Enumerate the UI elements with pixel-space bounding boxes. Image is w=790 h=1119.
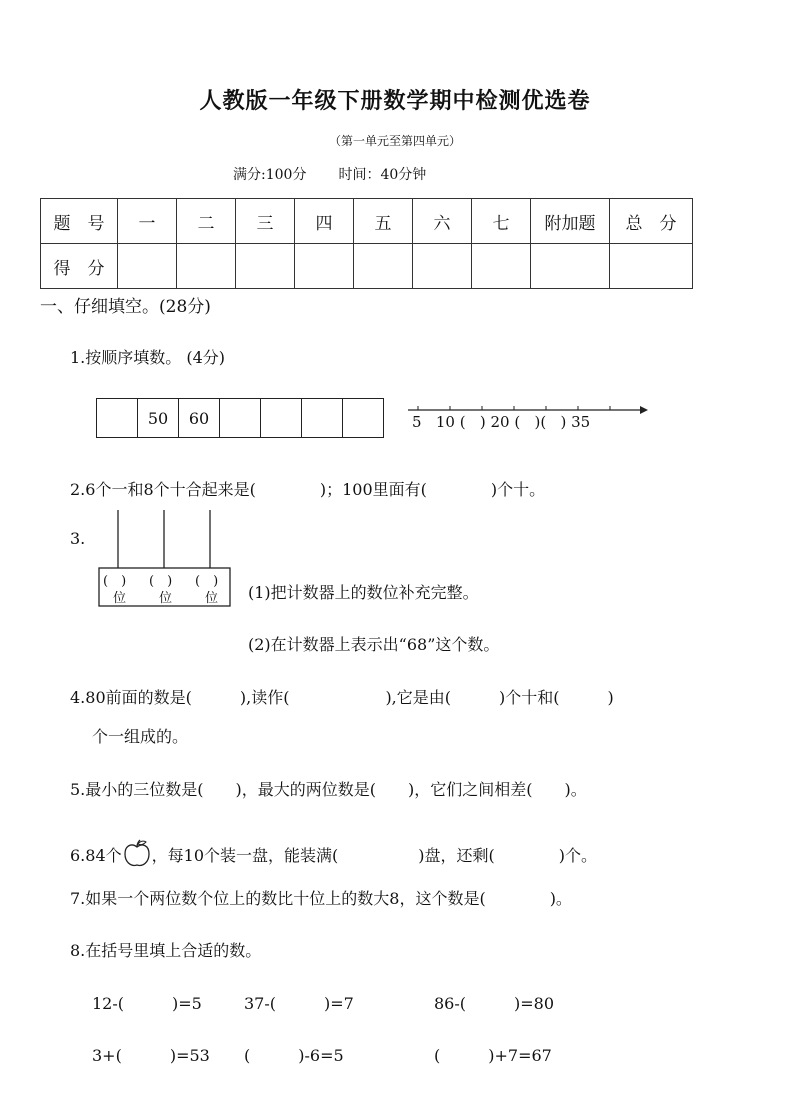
score-header-cell: 附加题: [531, 199, 610, 244]
sequence-box[interactable]: [302, 399, 343, 438]
question-3-part-1: (1)把计数器上的数位补充完整。: [248, 583, 479, 602]
sequence-box[interactable]: [261, 399, 302, 438]
score-input-cell[interactable]: [118, 244, 177, 289]
score-table: [40, 198, 693, 289]
exam-time: 时间：40分钟: [338, 167, 427, 183]
score-input-cell[interactable]: [177, 244, 236, 289]
score-header-cell: 六: [413, 199, 472, 244]
sequence-box[interactable]: 60: [179, 399, 220, 438]
score-header-cell: 一: [118, 199, 177, 244]
question-2: 2.6个一和8个十合起来是( )；100里面有( )个十。: [70, 480, 546, 499]
question-3-part-2: (2)在计数器上表示出“68”这个数。: [248, 635, 500, 654]
equation: 37-( )=7: [244, 994, 354, 1013]
question-4-line-2: 个一组成的。: [92, 727, 189, 746]
score-header-row: [41, 199, 693, 244]
question-4-line-1: 4.80前面的数是( ),读作( ),它是由( )个十和( ): [70, 688, 614, 707]
score-header-cell: 二: [177, 199, 236, 244]
sequence-box[interactable]: [343, 399, 384, 438]
question-5: 5.最小的三位数是( )，最大的两位数是( )，它们之间相差( )。: [70, 780, 587, 799]
score-header-cell: 题 号: [41, 199, 118, 244]
question-7: 7.如果一个两位数个位上的数比十位上的数大8，这个数是( )。: [70, 889, 572, 908]
question-6-end: ，每10个装一盘，能装满( )盘，还剩( )个。: [151, 846, 597, 865]
abacus-place-label: 位: [159, 591, 173, 606]
sequence-box[interactable]: 50: [138, 399, 179, 438]
score-header-cell: 五: [354, 199, 413, 244]
number-line-labels: 5 10 ( ) 20 ( )( ) 35: [412, 413, 591, 431]
abacus-place-label: 位: [113, 591, 127, 606]
question-6-start: 6.84个: [70, 846, 122, 865]
exam-meta: [233, 164, 426, 184]
score-input-cell[interactable]: [413, 244, 472, 289]
score-row-label: 得 分: [41, 244, 118, 289]
question-8: 8.在括号里填上合适的数。: [70, 941, 262, 960]
sequence-box[interactable]: [97, 399, 138, 438]
section-1-title: 一、仔细填空。(28分): [40, 297, 211, 317]
equation: ( )+7=67: [434, 1046, 552, 1065]
score-header-cell: 四: [295, 199, 354, 244]
score-input-cell[interactable]: [472, 244, 531, 289]
page-subtitle: （第一单元至第四单元）: [328, 134, 461, 148]
page-title: 人教版一年级下册数学期中检测优选卷: [199, 89, 591, 114]
apple-icon: [122, 839, 152, 869]
score-row: [41, 244, 693, 289]
equation: 86-( )=80: [434, 994, 555, 1013]
equation: 3+( )=53: [92, 1046, 210, 1065]
score-input-cell[interactable]: [295, 244, 354, 289]
score-header-cell: 三: [236, 199, 295, 244]
score-input-cell[interactable]: [531, 244, 610, 289]
question-3-number: 3.: [70, 529, 86, 548]
score-input-cell[interactable]: [610, 244, 693, 289]
equation: ( )-6=5: [244, 1046, 344, 1065]
question-6: [70, 831, 597, 866]
sequence-box[interactable]: [220, 399, 261, 438]
full-score: 满分:100分: [233, 167, 307, 183]
question-1: 1.按顺序填数。 (4分): [70, 348, 226, 367]
abacus-place-label: 位: [205, 591, 219, 606]
score-input-cell[interactable]: [236, 244, 295, 289]
sequence-boxes: [96, 398, 384, 438]
score-header-cell: 总 分: [610, 199, 693, 244]
abacus-place-blank[interactable]: ( ): [103, 574, 127, 589]
score-input-cell[interactable]: [354, 244, 413, 289]
equation: 12-( )=5: [92, 994, 202, 1013]
abacus-place-blank[interactable]: ( ): [149, 574, 173, 589]
score-header-cell: 七: [472, 199, 531, 244]
abacus-place-blank[interactable]: ( ): [195, 574, 219, 589]
